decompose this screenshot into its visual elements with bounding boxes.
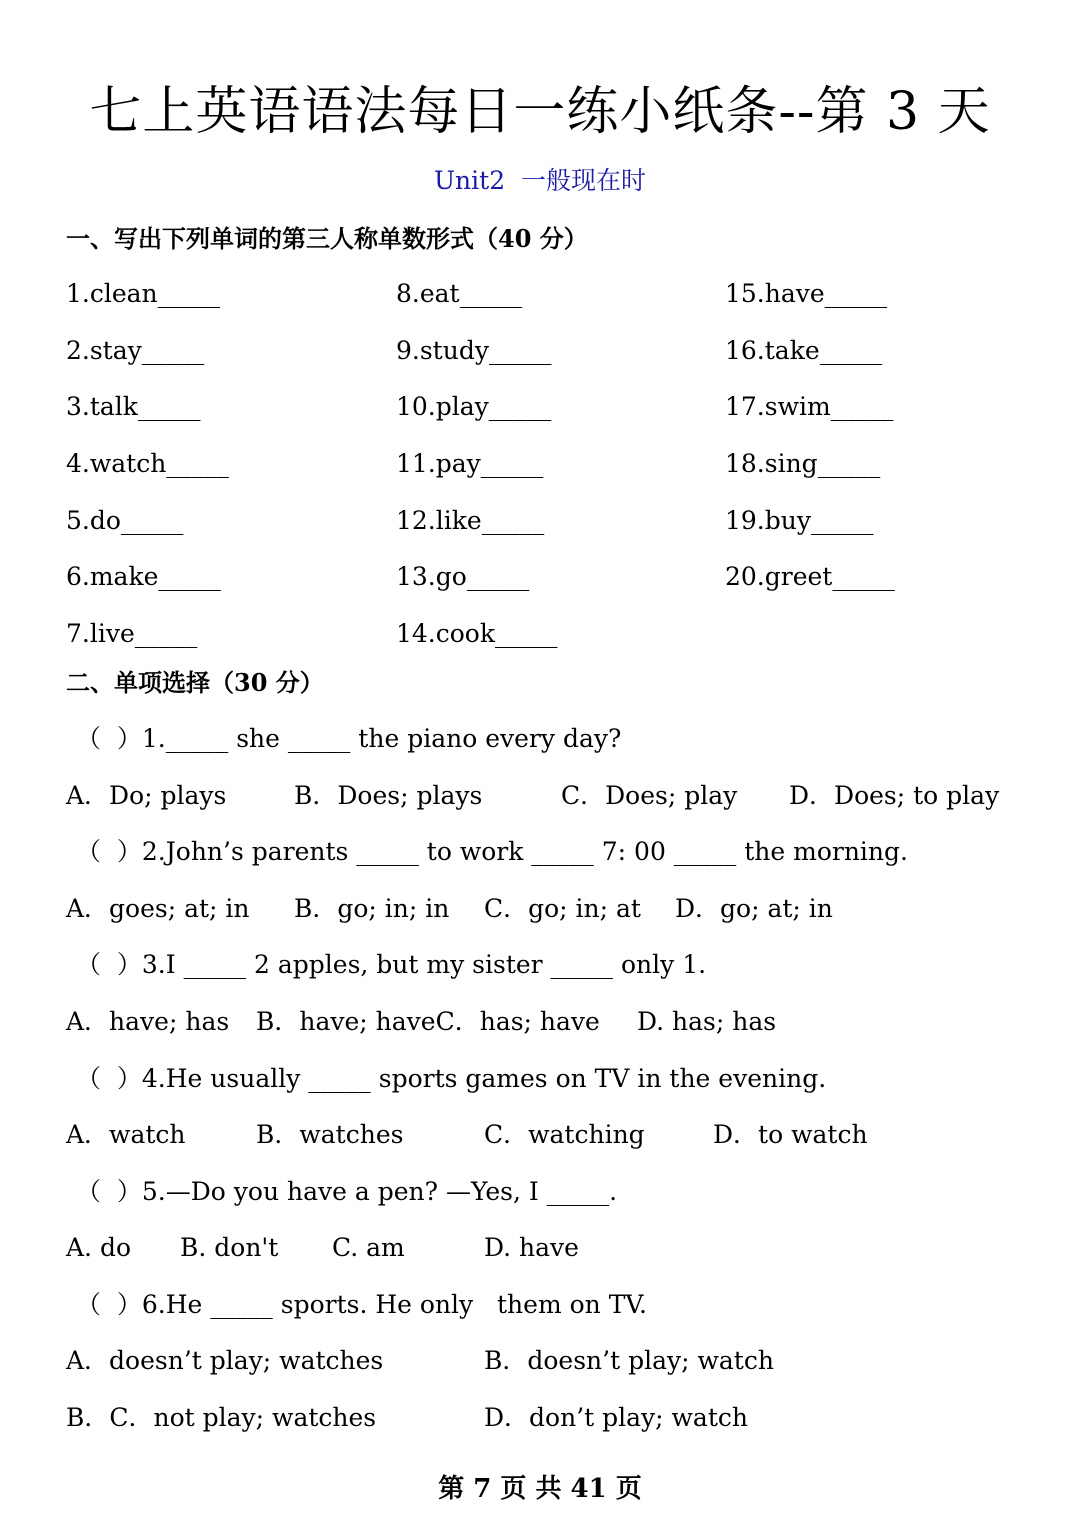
option-c: C．watching: [484, 1120, 645, 1149]
option-b: B．go; in; in: [294, 894, 450, 923]
word-item: 19.buy_____: [725, 506, 874, 535]
word-item: 8.eat_____: [396, 279, 523, 308]
option-c: B．C．not play; watches: [66, 1403, 377, 1432]
option-a: A．watch: [66, 1120, 186, 1149]
section1-heading: 一、写出下列单词的第三人称单数形式（40 分）: [66, 224, 588, 253]
option-b: B．watches: [256, 1120, 404, 1149]
word-item: 14.cook_____: [396, 619, 558, 648]
question-stem: （ ）5.—Do you have a pen? —Yes, I _____.: [76, 1177, 618, 1206]
word-item: 12.like_____: [396, 506, 545, 535]
word-item: 7.live_____: [66, 619, 198, 648]
word-item: 13.go_____: [396, 562, 530, 591]
word-item: 17.swim_____: [725, 392, 894, 421]
option-a: A．doesn’t play; watches: [66, 1346, 384, 1375]
word-item: 20.greet_____: [725, 562, 895, 591]
option-a: A．goes; at; in: [66, 894, 250, 923]
option-c: C. am: [332, 1233, 405, 1262]
option-a: A．Do; plays: [66, 781, 227, 810]
word-item: 6.make_____: [66, 562, 221, 591]
word-item: 9.study_____: [396, 336, 552, 365]
word-item: 15.have_____: [725, 279, 888, 308]
question-stem: （ ）2.John’s parents _____ to work _____ 7: 00 _____ the morning.: [76, 837, 908, 866]
option-d: D．to watch: [713, 1120, 868, 1149]
option-a: A. do: [66, 1233, 132, 1262]
word-item: 18.sing_____: [725, 449, 881, 478]
option-d: D．go; at; in: [675, 894, 833, 923]
word-item: 5.do_____: [66, 506, 184, 535]
question-stem: （ ）4.He usually _____ sports games on TV in the evening.: [76, 1064, 827, 1093]
section2-heading: 二、单项选择（30 分）: [66, 668, 324, 697]
option-d: D．don’t play; watch: [484, 1403, 748, 1432]
option-b: B. don't: [180, 1233, 279, 1262]
option-c: C．Does; play: [561, 781, 738, 810]
word-item: 4.watch_____: [66, 449, 229, 478]
page-number: 第 7 页 共 41 页: [438, 1474, 642, 1504]
word-item: 1.clean_____: [66, 279, 221, 308]
word-item: 10.play_____: [396, 392, 552, 421]
word-item: 11.pay_____: [396, 449, 544, 478]
question-stem: （ ）6.He _____ sports. He only them on TV.: [76, 1290, 647, 1319]
word-item: 3.talk_____: [66, 392, 201, 421]
option-d: D. have: [484, 1233, 579, 1262]
option-a: A．have; has: [66, 1007, 230, 1036]
option-d: D．Does; to play: [789, 781, 1000, 810]
option-c: C．go; in; at: [484, 894, 641, 923]
question-stem: （ ）1._____ she _____ the piano every day?: [76, 724, 622, 753]
page-title: 七上英语语法每日一练小纸条--第 3 天: [89, 82, 991, 142]
option-b: B．doesn’t play; watch: [484, 1346, 774, 1375]
option-b: B．have; haveC．has; have: [256, 1007, 600, 1036]
option-b: B．Does; plays: [294, 781, 483, 810]
option-d: D. has; has: [637, 1007, 777, 1036]
page-subtitle: Unit2 一般现在时: [433, 166, 646, 195]
word-item: 2.stay_____: [66, 336, 205, 365]
word-item: 16.take_____: [725, 336, 883, 365]
question-stem: （ ）3.I _____ 2 apples, but my sister _____ only 1.: [76, 950, 707, 979]
